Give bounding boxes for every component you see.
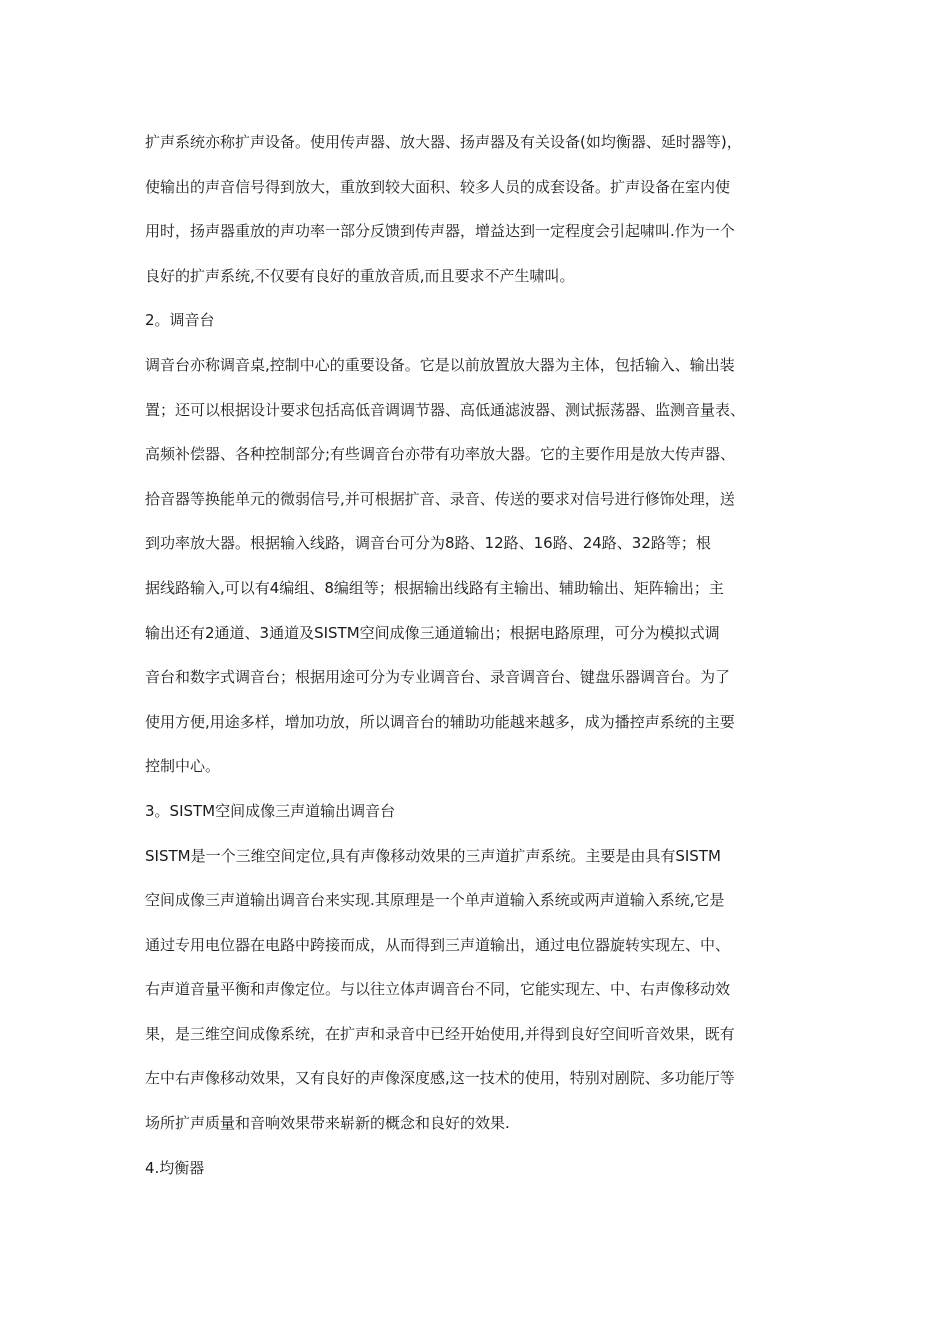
text-line: 场所扩声质量和音响效果带来崭新的概念和良好的效果.	[145, 1114, 510, 1133]
text-line: 通过专用电位器在电路中跨接而成，从而得到三声道输出，通过电位器旋转实现左、中、	[145, 935, 731, 954]
text-line: 置；还可以根据设计要求包括高低音调调节器、高低通滤波器、测试振荡器、监测音量表、	[145, 400, 746, 419]
text-line: 扩声系统亦称扩声设备。使用传声器、放大器、扬声器及有关设备(如均衡器、延时器等)，	[145, 133, 742, 151]
text-line: 使用方便,用途多样，增加功放，所以调音台的辅助功能越来越多，成为播控声系统的主要	[145, 712, 735, 731]
text-line: 高频补偿器、各种控制部分;有些调音台亦带有功率放大器。它的主要作用是放大传声器、	[145, 445, 736, 464]
text-line: 良好的扩声系统,不仅要有良好的重放音质,而且要求不产生啸叫。	[145, 266, 575, 285]
text-line: 调音台亦称调音桌,控制中心的重要设备。它是以前放置放大器为主体，包括输入、输出装	[145, 355, 735, 374]
text-line: 控制中心。	[145, 757, 221, 776]
text-line: 用时，扬声器重放的声功率一部分反馈到传声器，增益达到一定程度会引起啸叫.作为一个	[145, 222, 735, 241]
text-line: SISTM是一个三维空间定位,具有声像移动效果的三声道扩声系统。主要是由具有SISTM	[145, 846, 721, 865]
text-line: 空间成像三声道输出调音台来实现.其原理是一个单声道输入系统或两声道输入系统,它是	[145, 891, 725, 910]
text-line: 左中右声像移动效果，又有良好的声像深度感,这一技术的使用，特别对剧院、多功能厅等	[145, 1069, 735, 1088]
text-line: 右声道音量平衡和声像定位。与以往立体声调音台不同，它能实现左、中、右声像移动效	[145, 980, 731, 999]
text-line: 拾音器等换能单元的微弱信号,并可根据扩音、录音、传送的要求对信号进行修饰处理，送	[145, 489, 735, 508]
text-line: 到功率放大器。根据输入线路，调音台可分为8路、12路、16路、24路、32路等；根	[145, 534, 711, 553]
document-body	[145, 120, 815, 1190]
section-heading: 3。SISTM空间成像三声道输出调音台	[145, 801, 396, 820]
section-heading: 4.均衡器	[145, 1158, 205, 1177]
text-line: 据线路输入,可以有4编组、8编组等；根据输出线路有主输出、辅助输出、矩阵输出；主	[145, 578, 724, 597]
section-heading: 2。调音台	[145, 311, 215, 330]
text-line: 使输出的声音信号得到放大，重放到较大面积、较多人员的成套设备。扩声设备在室内使	[145, 177, 731, 196]
text-line: 音台和数字式调音台；根据用途可分为专业调音台、录音调音台、键盘乐器调音台。为了	[145, 668, 731, 687]
text-line: 果，是三维空间成像系统，在扩声和录音中已经开始使用,并得到良好空间听音效果，既有	[145, 1024, 735, 1043]
text-line: 输出还有2通道、3通道及SISTM空间成像三通道输出；根据电路原理，可分为模拟式调	[145, 623, 720, 642]
